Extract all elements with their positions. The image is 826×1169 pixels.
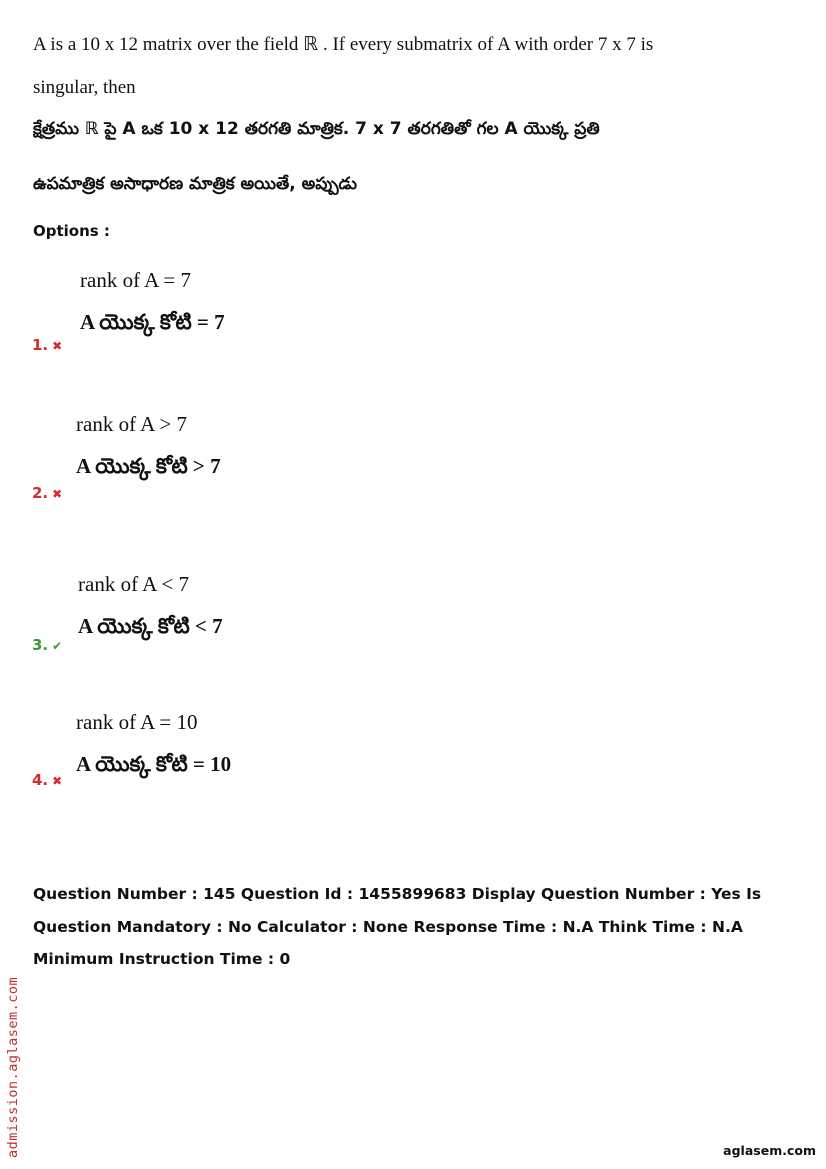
watermark: admission.aglasem.com — [5, 976, 21, 1158]
option-4 — [0, 708, 826, 828]
option-1-number: 1. — [32, 336, 49, 354]
option-3 — [0, 570, 826, 690]
question-telugu-line-1: క్షేత్రము ℝ పై A ఒక 10 x 12 తరగతి మాత్రిక. 7 x 7 తరగతితో గల A యొక్క ప్రతి — [33, 119, 600, 139]
option-2-english: rank of A > 7 — [76, 412, 187, 436]
option-1-telugu: A యొక్క కోటి = 7 — [80, 310, 225, 334]
option-4-marker — [32, 771, 62, 789]
option-4-number: 4. — [32, 771, 49, 789]
question-english-line-1: A is a 10 x 12 matrix over the field ℝ . If every submatrix of A with order 7 x 7 is — [33, 34, 654, 55]
option-1 — [0, 266, 826, 386]
option-1-english: rank of A = 7 — [80, 268, 191, 292]
check-icon: ✔ — [52, 639, 63, 653]
question-metadata: Question Number : 145 Question Id : 1455899683 Display Question Number : Yes Is Question Mandatory : No Calculator : None Response Time : N.A Think Time : N.A Minimum Instruction Time : 0 — [33, 885, 762, 968]
option-2 — [0, 410, 826, 530]
option-2-number: 2. — [32, 484, 49, 502]
option-3-english: rank of A < 7 — [78, 572, 189, 596]
option-4-telugu: A యొక్క కోటి = 10 — [76, 752, 232, 776]
option-1-marker — [32, 336, 62, 354]
option-2-telugu: A యొక్క కోటి > 7 — [76, 454, 221, 478]
footer-site-name: aglasem.com — [723, 1143, 816, 1158]
cross-icon: ✖ — [52, 487, 63, 501]
cross-icon: ✖ — [52, 774, 63, 788]
question-english-line-2: singular, then — [33, 77, 136, 98]
option-3-telugu: A యొక్క కోటి < 7 — [78, 614, 223, 638]
question-telugu-line-2: ఉపమాత్రిక అసాధారణ మాత్రిక అయితే, అప్పుడు — [33, 174, 357, 194]
options-label: Options : — [33, 222, 110, 240]
option-3-marker — [32, 636, 62, 654]
option-4-english: rank of A = 10 — [76, 710, 198, 734]
option-3-number: 3. — [32, 636, 49, 654]
cross-icon: ✖ — [52, 339, 63, 353]
option-2-marker — [32, 484, 62, 502]
